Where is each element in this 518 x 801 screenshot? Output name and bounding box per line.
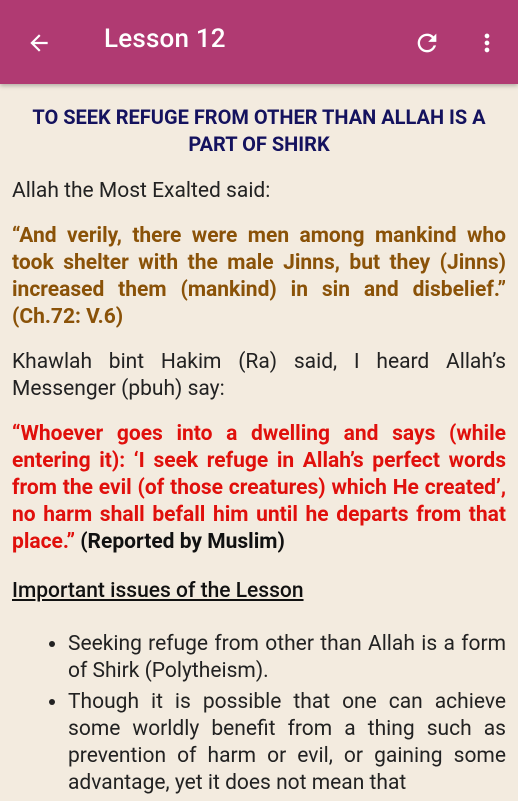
refresh-icon: [413, 29, 441, 57]
more-vert-icon: [473, 29, 501, 57]
hadith-reference: (Reported by Muslim): [80, 530, 285, 554]
lesson-content: [12, 104, 506, 801]
arrow-back-icon: [26, 30, 52, 56]
app-bar: [0, 0, 518, 84]
issue-item: • Seeking refuge from other than Allah is a form of Shirk (Polytheism).: [68, 631, 506, 685]
refresh-button[interactable]: [410, 26, 444, 60]
intro-text: Allah the Most Exalted said:: [12, 179, 271, 203]
issues-list: [12, 631, 506, 797]
page-title: Lesson 12: [104, 24, 226, 54]
hadith-block: [12, 421, 506, 556]
lesson-heading: TO SEEK REFUGE FROM OTHER THAN ALLAH IS A PART OF SHIRK: [32, 105, 486, 156]
narration-text: Khawlah bint Hakim (Ra) said, I heard Allah’s Messenger (pbuh) say:: [12, 350, 506, 401]
hadith-quote: “Whoever goes into a dwelling and says (while entering it): ‘I seek refuge in Allah’s perfect words from the evil (of those creatures) which He created’, no harm shall befall him until he departs from that place.”: [12, 422, 506, 554]
issue-item: • Though it is possible that one can achieve some worldly benefit from a thing such as prevention of harm or evil, or gaining some advantage, yet it does not mean that: [68, 689, 506, 797]
quran-quote: “And verily, there were men among mankind who took shelter with the male Jinns, but they (Jinns) increased them (mankind) in sin and disbelief.” (Ch.72: V.6): [12, 224, 506, 329]
back-button[interactable]: [22, 26, 56, 60]
issues-title: Important issues of the Lesson: [12, 579, 304, 603]
more-options-button[interactable]: [470, 26, 504, 60]
